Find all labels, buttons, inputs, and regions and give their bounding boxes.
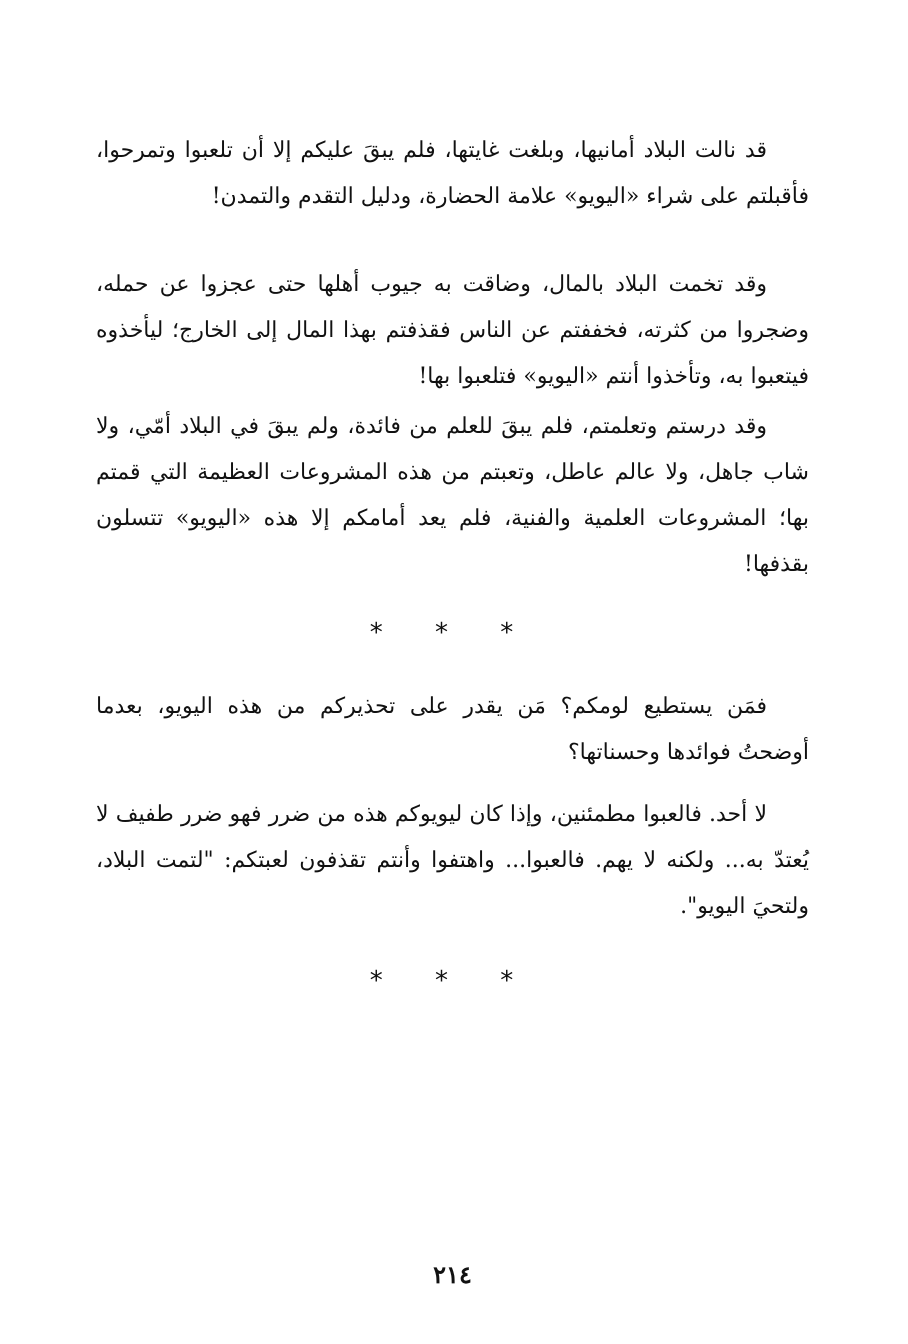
paragraph-1: قد نالت البلاد أمانيها، وبلغت غايتها، فلم يبقَ عليكم إلا أن تلعبوا وتمرحوا، فأقبلتم على شراء «اليويو» علامة الحضارة، ودليل التقدم والتمدن! — [96, 138, 809, 209]
section-separator-1: * * * — [369, 618, 536, 648]
paragraph-5: لا أحد. فالعبوا مطمئنين، وإذا كان ليويوكم هذه من ضرر فهو ضرر طفيف لا يُعتدّ به... ولكنه لا يهم. فالعبوا... واهتفوا وأنتم تقذفون لعبتكم: "لتمت البلاد، ولتحيَ اليويو". — [96, 802, 809, 919]
paragraph-2: وقد تخمت البلاد بالمال، وضاقت به جيوب أهلها حتى عجزوا عن حمله، وضجروا من كثرته، فخففتم عن الناس فقذفتم بهذا المال إلى الخارج؛ ليأخذوه فيتعبوا به، وتأخذوا أنتم «اليويو» فتلعبوا بها! — [96, 272, 809, 389]
document-page — [96, 128, 809, 1289]
paragraph-3: وقد درستم وتعلمتم، فلم يبقَ للعلم من فائدة، ولم يبقَ في البلاد أمّي، ولا شاب جاهل، ولا عالم عاطل، وتعبتم من هذه المشروعات العظيمة التي قمتم بها؛ المشروعات العلمية والفنية، فلم يعد أمامكم إلا هذه «اليويو» تتسلون بقذفها! — [96, 414, 809, 577]
page-number: ٢١٤ — [433, 1260, 472, 1289]
paragraph-4: فمَن يستطيع لومكم؟ مَن يقدر على تحذيركم من هذه اليويو، بعدما أوضحتُ فوائدها وحسناتها؟ — [96, 694, 809, 765]
section-separator-2: * * * — [369, 966, 536, 996]
